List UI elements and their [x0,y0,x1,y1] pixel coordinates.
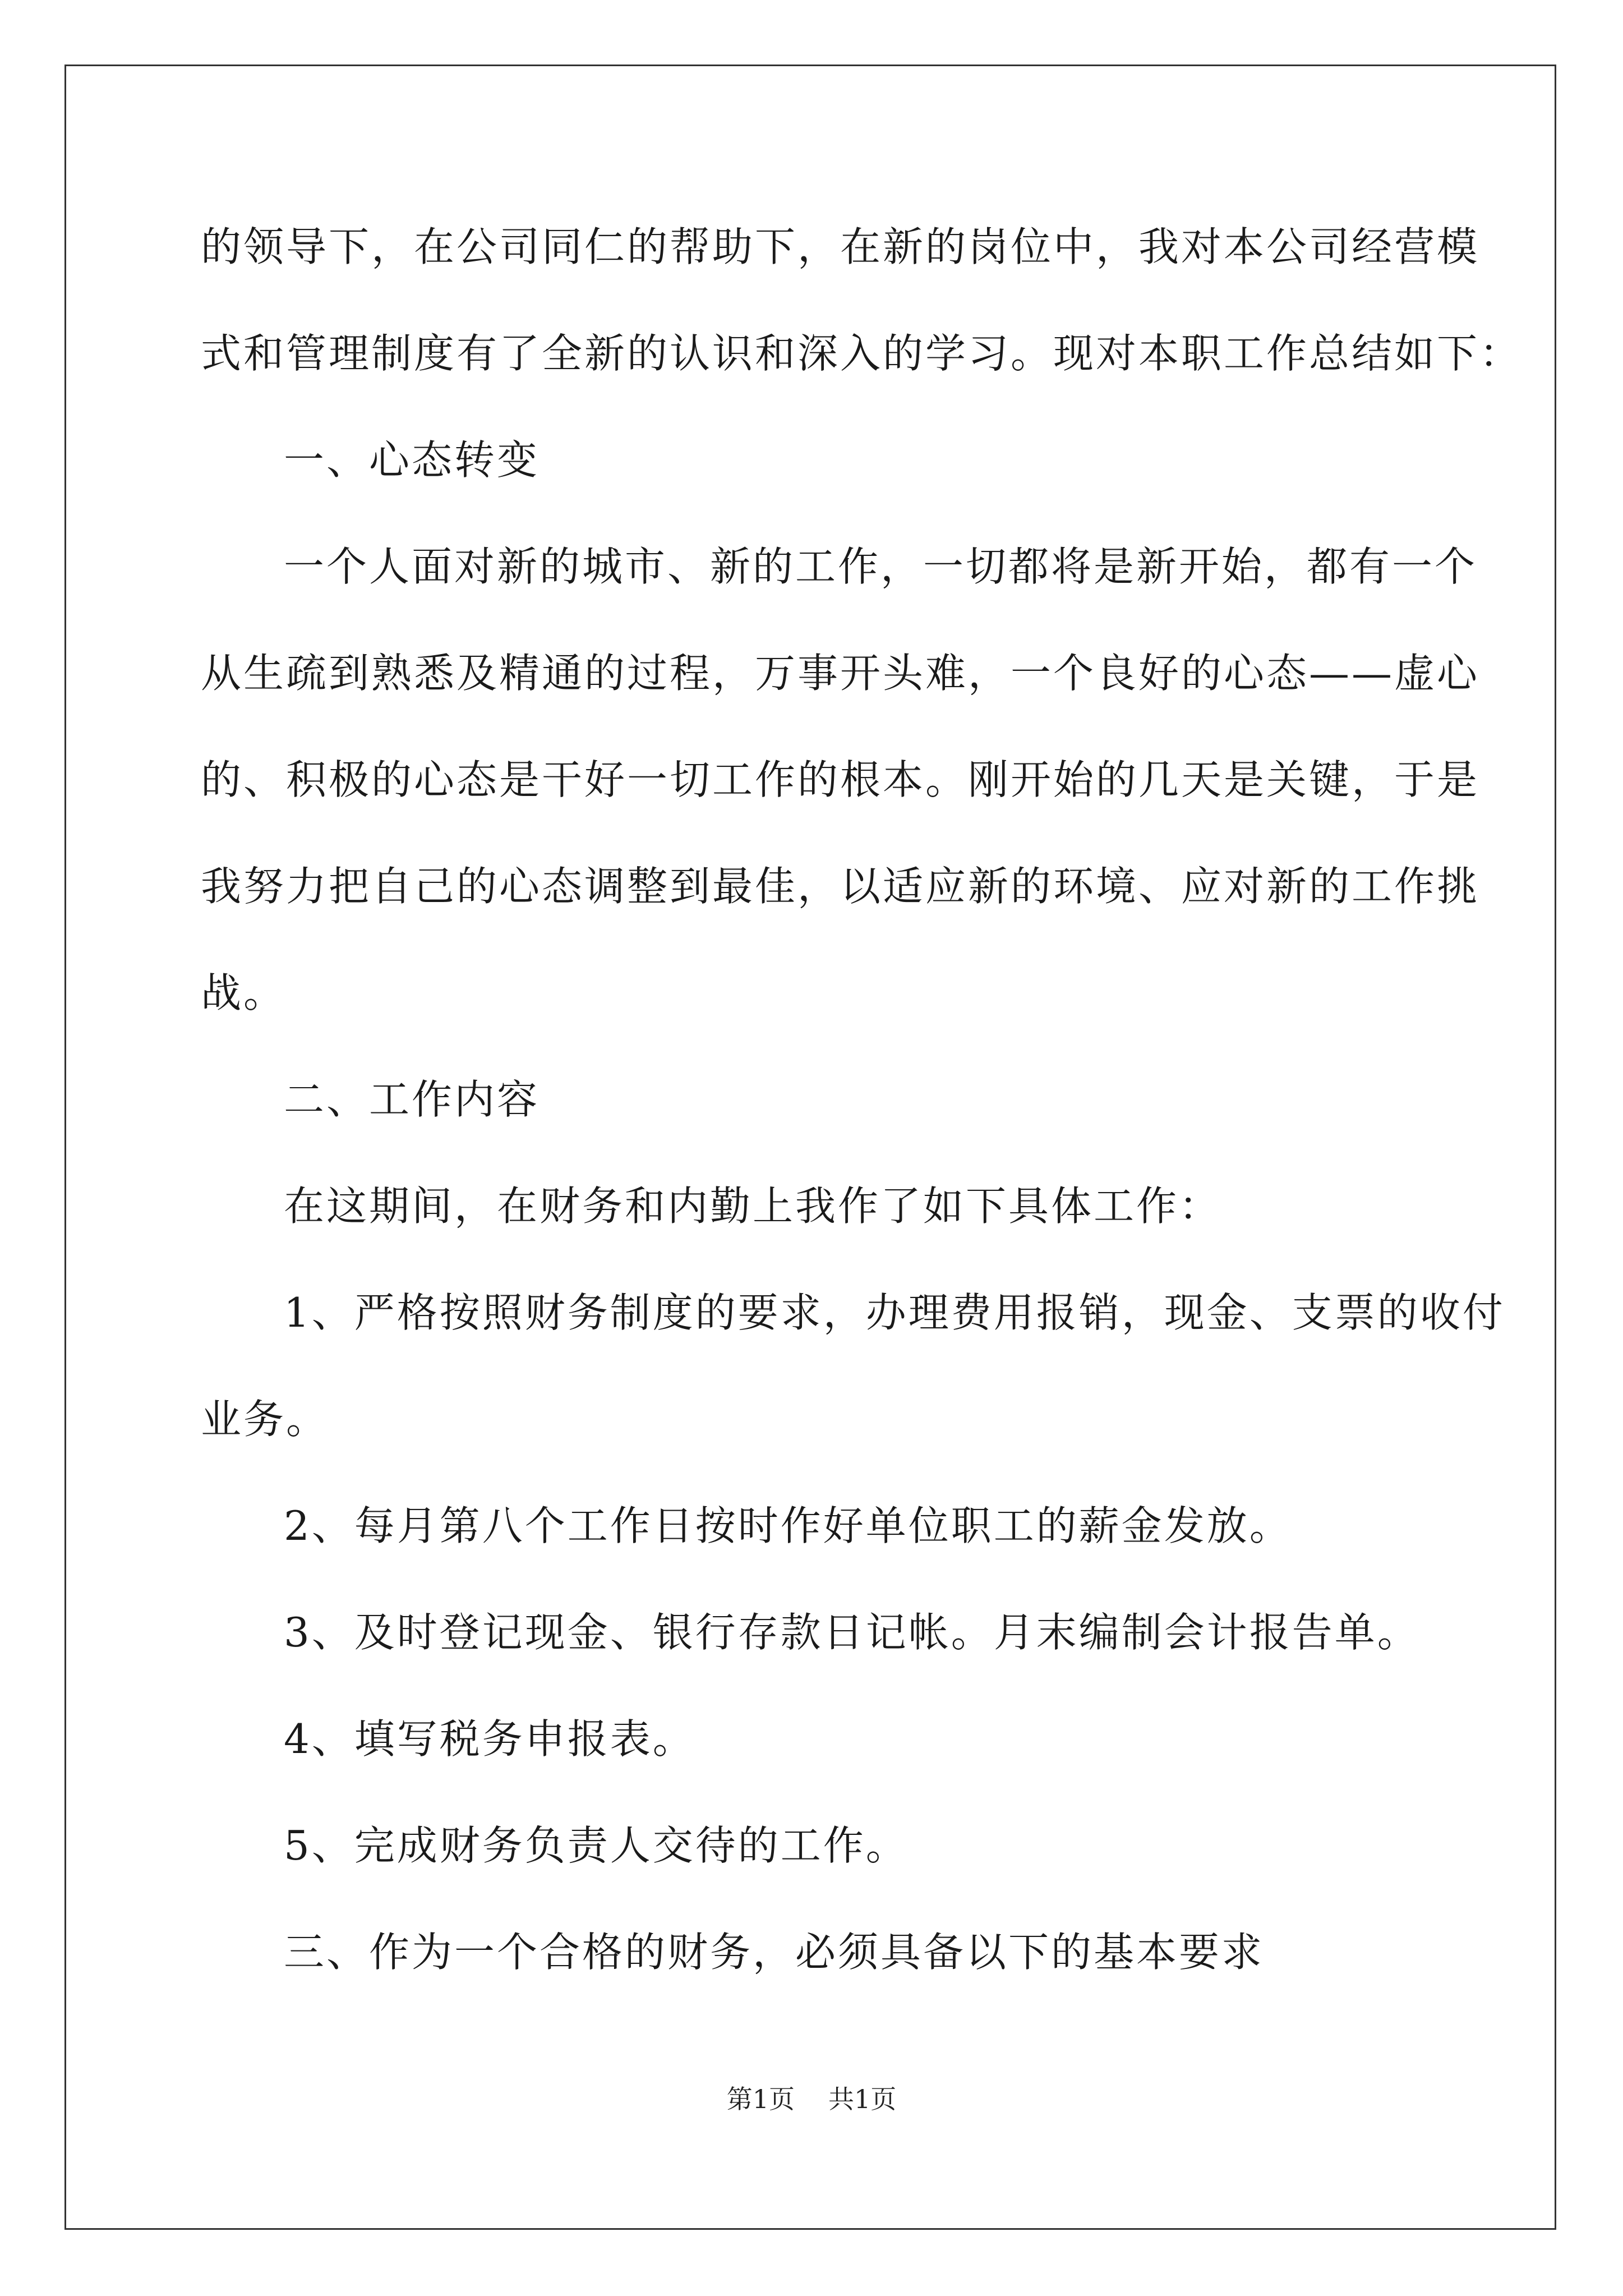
text-line: 式和管理制度有了全新的认识和深入的学习。现对本职工作总结如下： [201,330,1523,377]
text-line: 1、严格按照财务制度的要求，办理费用报销，现金、支票的收付 [284,1289,1505,1336]
text-line: 在这期间，在财务和内勤上我作了如下具体工作： [284,1182,1222,1230]
text-line: 一、心态转变 [284,436,540,484]
document-body [201,219,1523,2031]
total-pages: 共1页 [828,2084,897,2114]
text-line: 的、积极的心态是干好一切工作的根本。刚开始的几天是关键，于是 [201,756,1480,803]
text-line: 三、作为一个合格的财务，必须具备以下的基本要求 [284,1929,1265,1976]
text-line: 战。 [201,969,287,1016]
text-line: 一个人面对新的城市、新的工作，一切都将是新开始，都有一个 [284,543,1478,590]
text-line: 3、及时登记现金、银行存款日记帐。月末编制会计报告单。 [284,1609,1420,1656]
text-line: 从生疏到熟悉及精通的过程，万事开头难，一个良好的心态——虚心 [201,650,1480,697]
text-line: 二、工作内容 [284,1076,540,1123]
text-line: 4、填写税务申报表。 [284,1715,695,1763]
text-line: 的领导下，在公司同仁的帮助下，在新的岗位中，我对本公司经营模 [201,223,1480,270]
text-line: 我努力把自己的心态调整到最佳，以适应新的环境、应对新的工作挑 [201,863,1480,910]
text-line: 业务。 [201,1396,329,1443]
page-footer [0,2082,1623,2116]
text-line: 5、完成财务负责人交待的工作。 [284,1822,909,1869]
text-line: 2、每月第八个工作日按时作好单位职工的薪金发放。 [284,1502,1292,1549]
page-number: 第1页 [726,2084,795,2114]
